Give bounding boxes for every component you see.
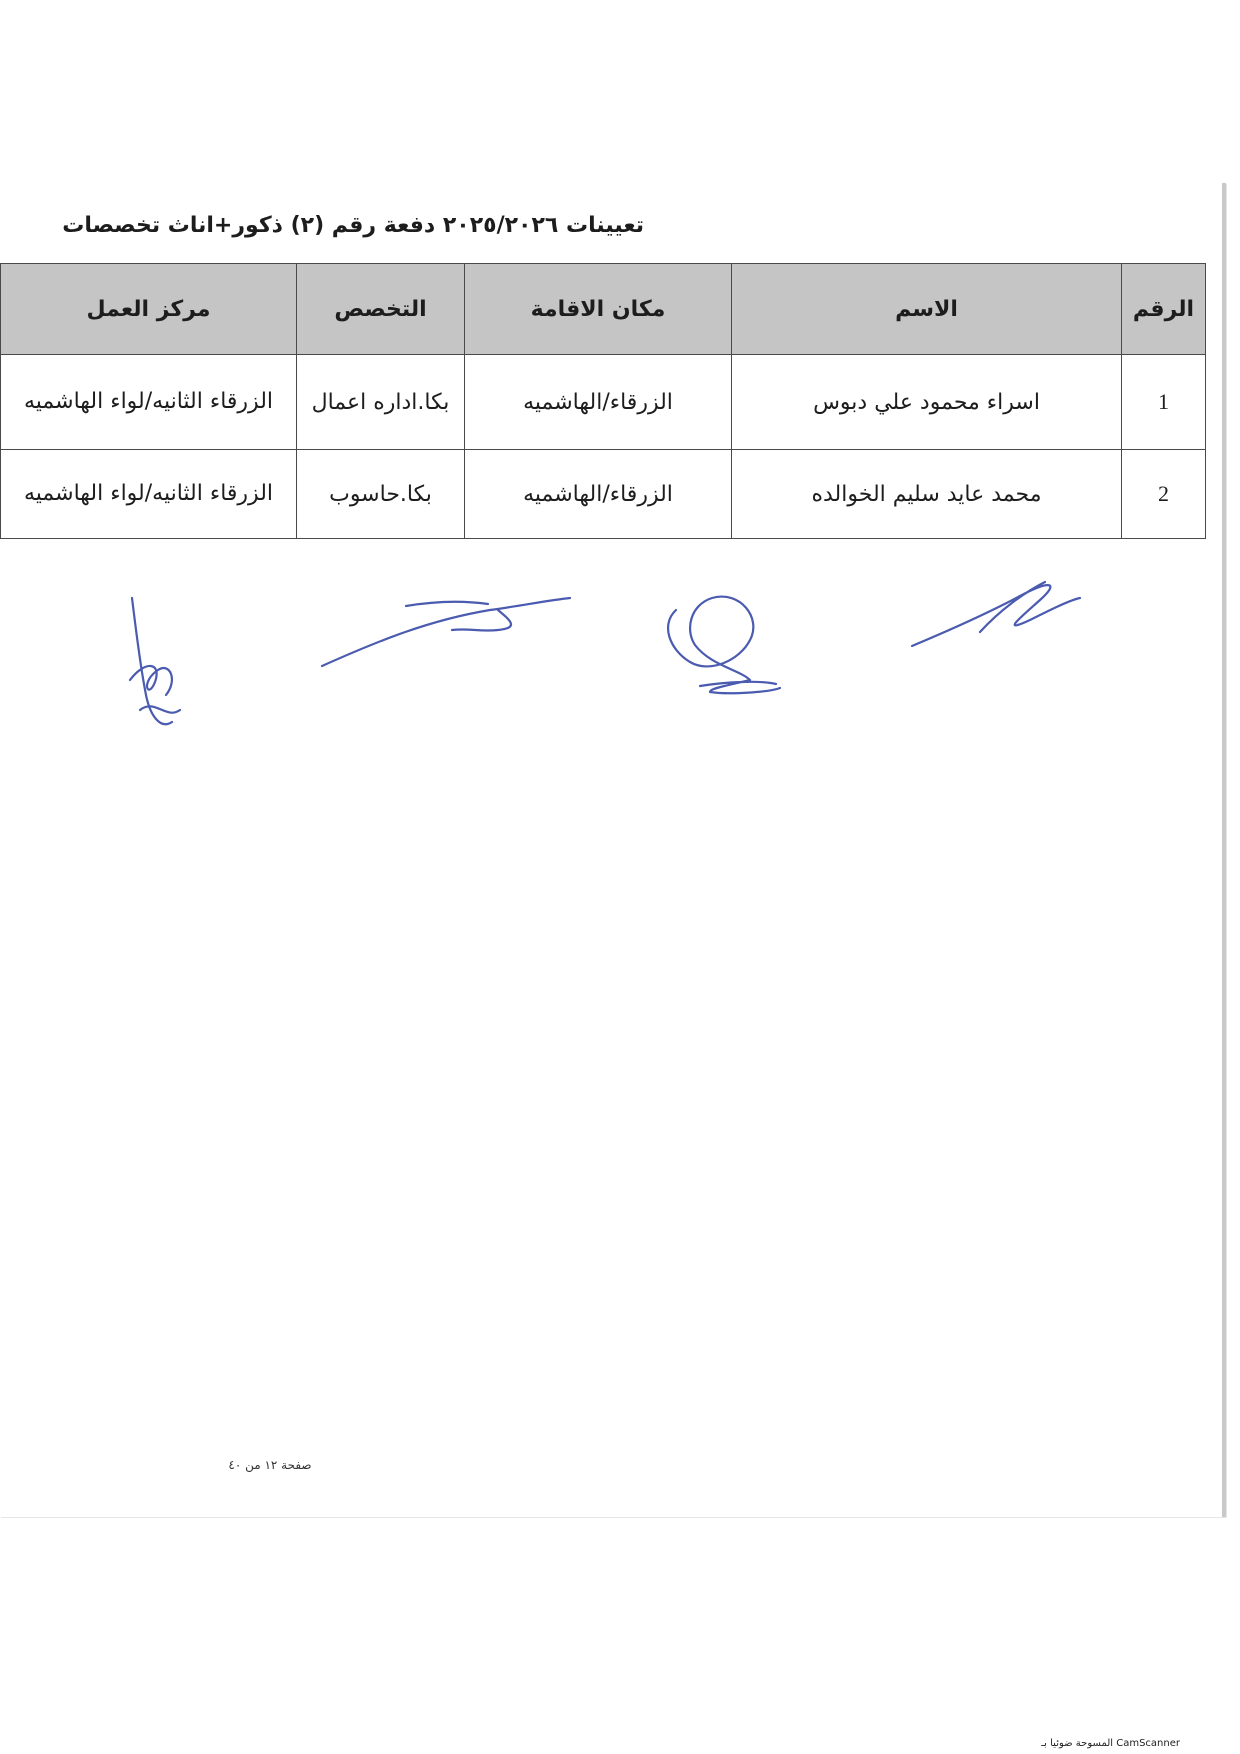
scanner-watermark: CamScanner المسوحة ضوئيا بـ bbox=[1041, 1738, 1180, 1749]
cell-specialization: بكا.حاسوب bbox=[297, 450, 465, 539]
document-title: تعيينات ٢٠٢٥/٢٠٢٦ دفعة رقم (٢) ذكور+اناث تخصصات bbox=[62, 213, 644, 238]
signature-2 bbox=[322, 598, 570, 666]
header-number: الرقم bbox=[1122, 264, 1206, 355]
page-number: صفحة ١٢ من ٤٠ bbox=[228, 1458, 312, 1472]
table-row bbox=[1, 355, 1206, 450]
signatures bbox=[100, 570, 1100, 740]
appointments-table bbox=[0, 263, 1206, 539]
header-name: الاسم bbox=[732, 264, 1122, 355]
cell-work-center: الزرقاء الثانيه/لواء الهاشميه bbox=[1, 355, 297, 450]
cell-residence: الزرقاء/الهاشميه bbox=[465, 450, 732, 539]
cell-residence: الزرقاء/الهاشميه bbox=[465, 355, 732, 450]
header-specialization: التخصص bbox=[297, 264, 465, 355]
header-residence: مكان الاقامة bbox=[465, 264, 732, 355]
table-row bbox=[1, 450, 1206, 539]
cell-name: اسراء محمود علي دبوس bbox=[732, 355, 1122, 450]
cell-number: 2 bbox=[1122, 450, 1206, 539]
signature-3 bbox=[668, 597, 780, 694]
cell-specialization: بكا.اداره اعمال bbox=[297, 355, 465, 450]
header-work-center: مركز العمل bbox=[1, 264, 297, 355]
cell-name: محمد عايد سليم الخوالده bbox=[732, 450, 1122, 539]
cell-work-center: الزرقاء الثانيه/لواء الهاشميه bbox=[1, 450, 297, 539]
cell-number: 1 bbox=[1122, 355, 1206, 450]
signature-1 bbox=[130, 598, 180, 724]
table-header-row bbox=[1, 264, 1206, 355]
signature-4 bbox=[912, 582, 1080, 646]
